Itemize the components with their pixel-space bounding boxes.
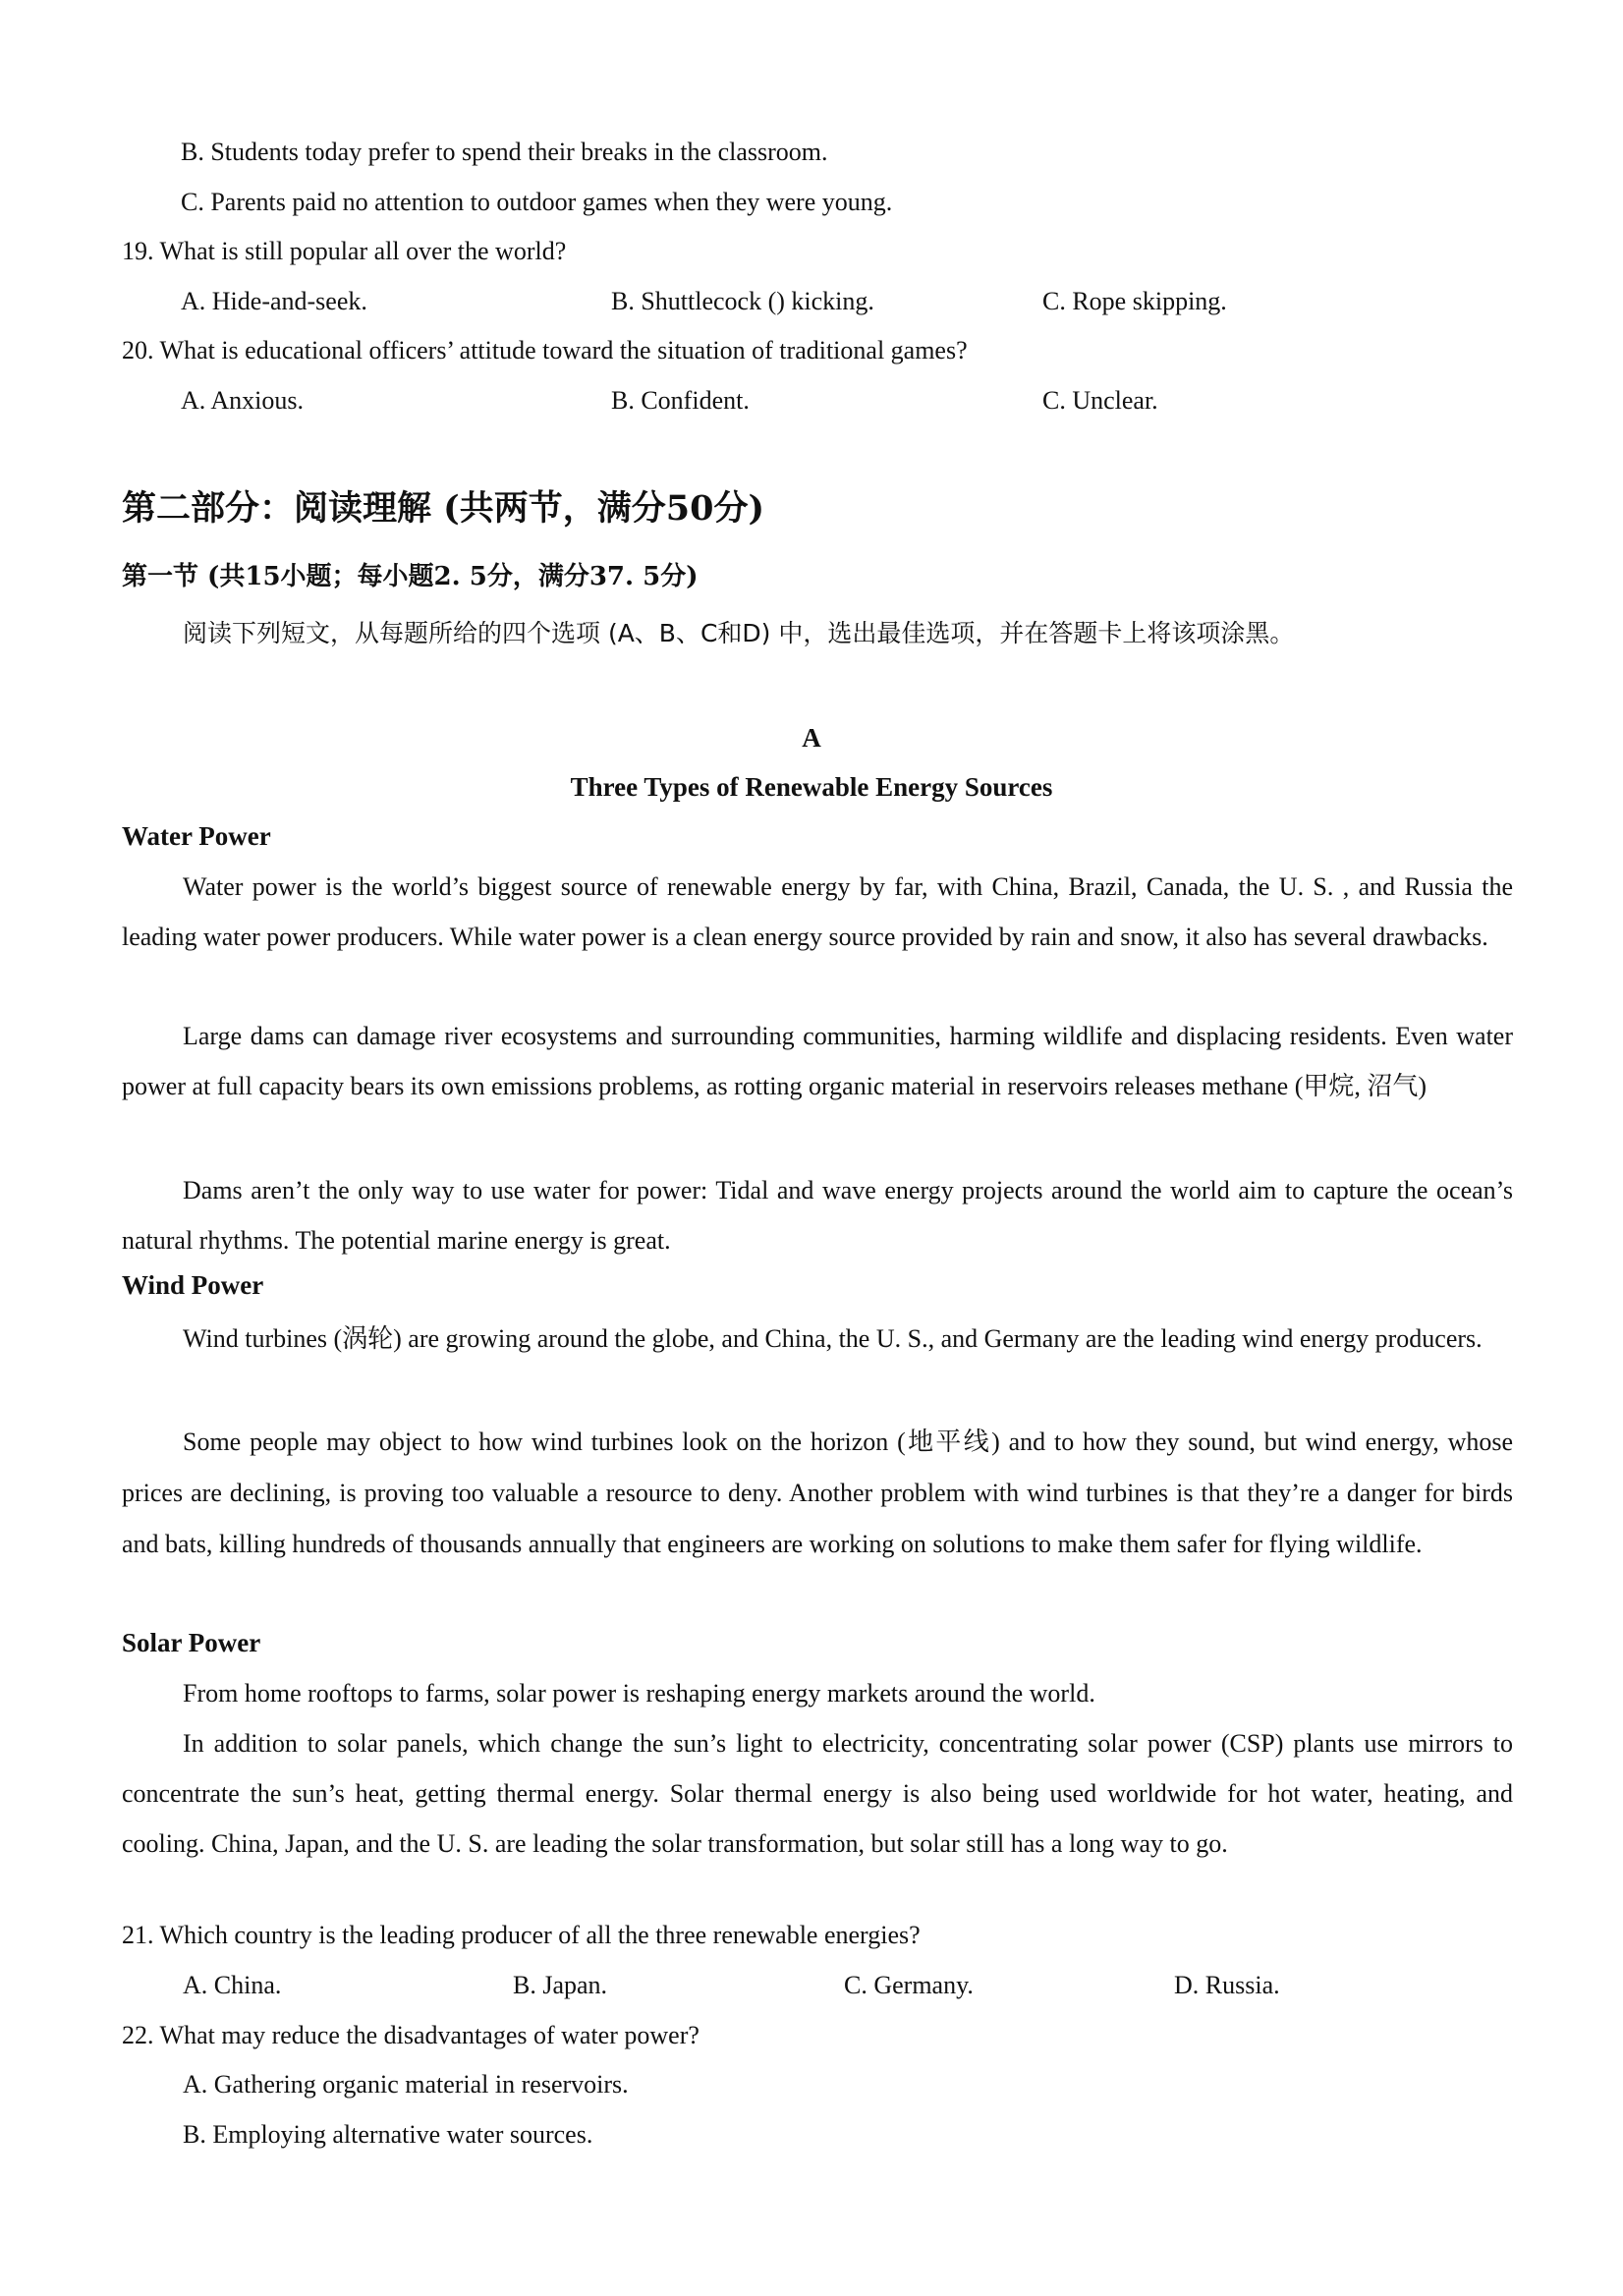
q21-option-b: B. Japan. <box>513 1971 608 1999</box>
q21-option-d: D. Russia. <box>1174 1971 1280 1999</box>
wind-paragraph-2: Some people may object to how wind turbines look on the horizon (地平线) and to how they sound, but wind energy, whose prices are declining, is proving too valuable a resource to deny. Another problem with wind turbines is that they’re a danger for birds and bats, killing hundreds of thousands annually that engineers are working on solutions to make them safer for flying wildlife. <box>122 1428 1513 1558</box>
q19-option-a: A. Hide-and-seek. <box>181 287 367 315</box>
wind-paragraph-1: Wind turbines (涡轮) are growing around the globe, and China, the U. S., and Germany are the leading wind energy producers. <box>183 1324 1483 1353</box>
solar-paragraph-2: In addition to solar panels, which change the sun’s light to electricity, concentrating solar power (CSP) plants use mirrors to concentrate the sun’s heat, getting thermal energy. Solar thermal energy is also being used worldwide for hot water, heating, and cooling. China, Japan, and the U. S. are leading the solar transformation, but solar still has a long way to go. <box>122 1729 1513 1858</box>
q20-option-c: C. Unclear. <box>1042 386 1158 415</box>
section1-title: 第一节 (共15小题；每小题2. 5分，满分37. 5分) <box>122 562 699 591</box>
q20-option-b: B. Confident. <box>611 386 750 415</box>
solar-paragraph-1: From home rooftops to farms, solar power is reshaping energy markets around the world. <box>183 1679 1095 1708</box>
wind-power-heading: Wind Power <box>122 1270 264 1300</box>
water-paragraph-3: Dams aren’t the only way to use water for power: Tidal and wave energy projects around the world aim to capture the ocean’s natural rhythms. The potential marine energy is great. <box>122 1176 1513 1255</box>
q19-option-b: B. Shuttlecock () kicking. <box>611 287 874 315</box>
q18-option-b: B. Students today prefer to spend their breaks in the classroom. <box>181 138 828 166</box>
solar-power-heading: Solar Power <box>122 1628 261 1657</box>
q18-option-c: C. Parents paid no attention to outdoor games when they were young. <box>181 188 893 216</box>
q21-stem: 21. Which country is the leading producer of all the three renewable energies? <box>122 1921 921 1949</box>
q22-option-b: B. Employing alternative water sources. <box>183 2120 593 2149</box>
q20-stem: 20. What is educational officers’ attitude toward the situation of traditional games? <box>122 336 968 364</box>
passage-title: Three Types of Renewable Energy Sources <box>570 772 1053 802</box>
part2-title: 第二部分：阅读理解 (共两节，满分50分) <box>122 488 765 529</box>
q22-option-a: A. Gathering organic material in reservoirs. <box>183 2070 629 2099</box>
water-paragraph-1: Water power is the world’s biggest source of renewable energy by far, with China, Brazil, Canada, the U. S. , and Russia the leading water power producers. While water power is a clean energy source provided by rain and snow, it also has several drawbacks. <box>122 872 1513 951</box>
q20-option-a: A. Anxious. <box>181 386 304 415</box>
q19-stem: 19. What is still popular all over the world? <box>122 237 567 265</box>
water-paragraph-2: Large dams can damage river ecosystems and surrounding communities, harming wildlife and displacing residents. Even water power at full capacity bears its own emissions problems, as rotting organic material in reservoirs releases methane (甲烷, 沼气) <box>122 1022 1513 1100</box>
instructions: 阅读下列短文，从每题所给的四个选项 (A、B、C和D) 中，选出最佳选项，并在答题卡上将该项涂黑。 <box>183 619 1295 647</box>
q21-option-a: A. China. <box>183 1971 282 1999</box>
water-power-heading: Water Power <box>122 821 271 851</box>
q19-option-c: C. Rope skipping. <box>1042 287 1227 315</box>
q22-stem: 22. What may reduce the disadvantages of water power? <box>122 2021 700 2049</box>
passage-letter: A <box>802 723 821 753</box>
q21-option-c: C. Germany. <box>844 1971 974 1999</box>
